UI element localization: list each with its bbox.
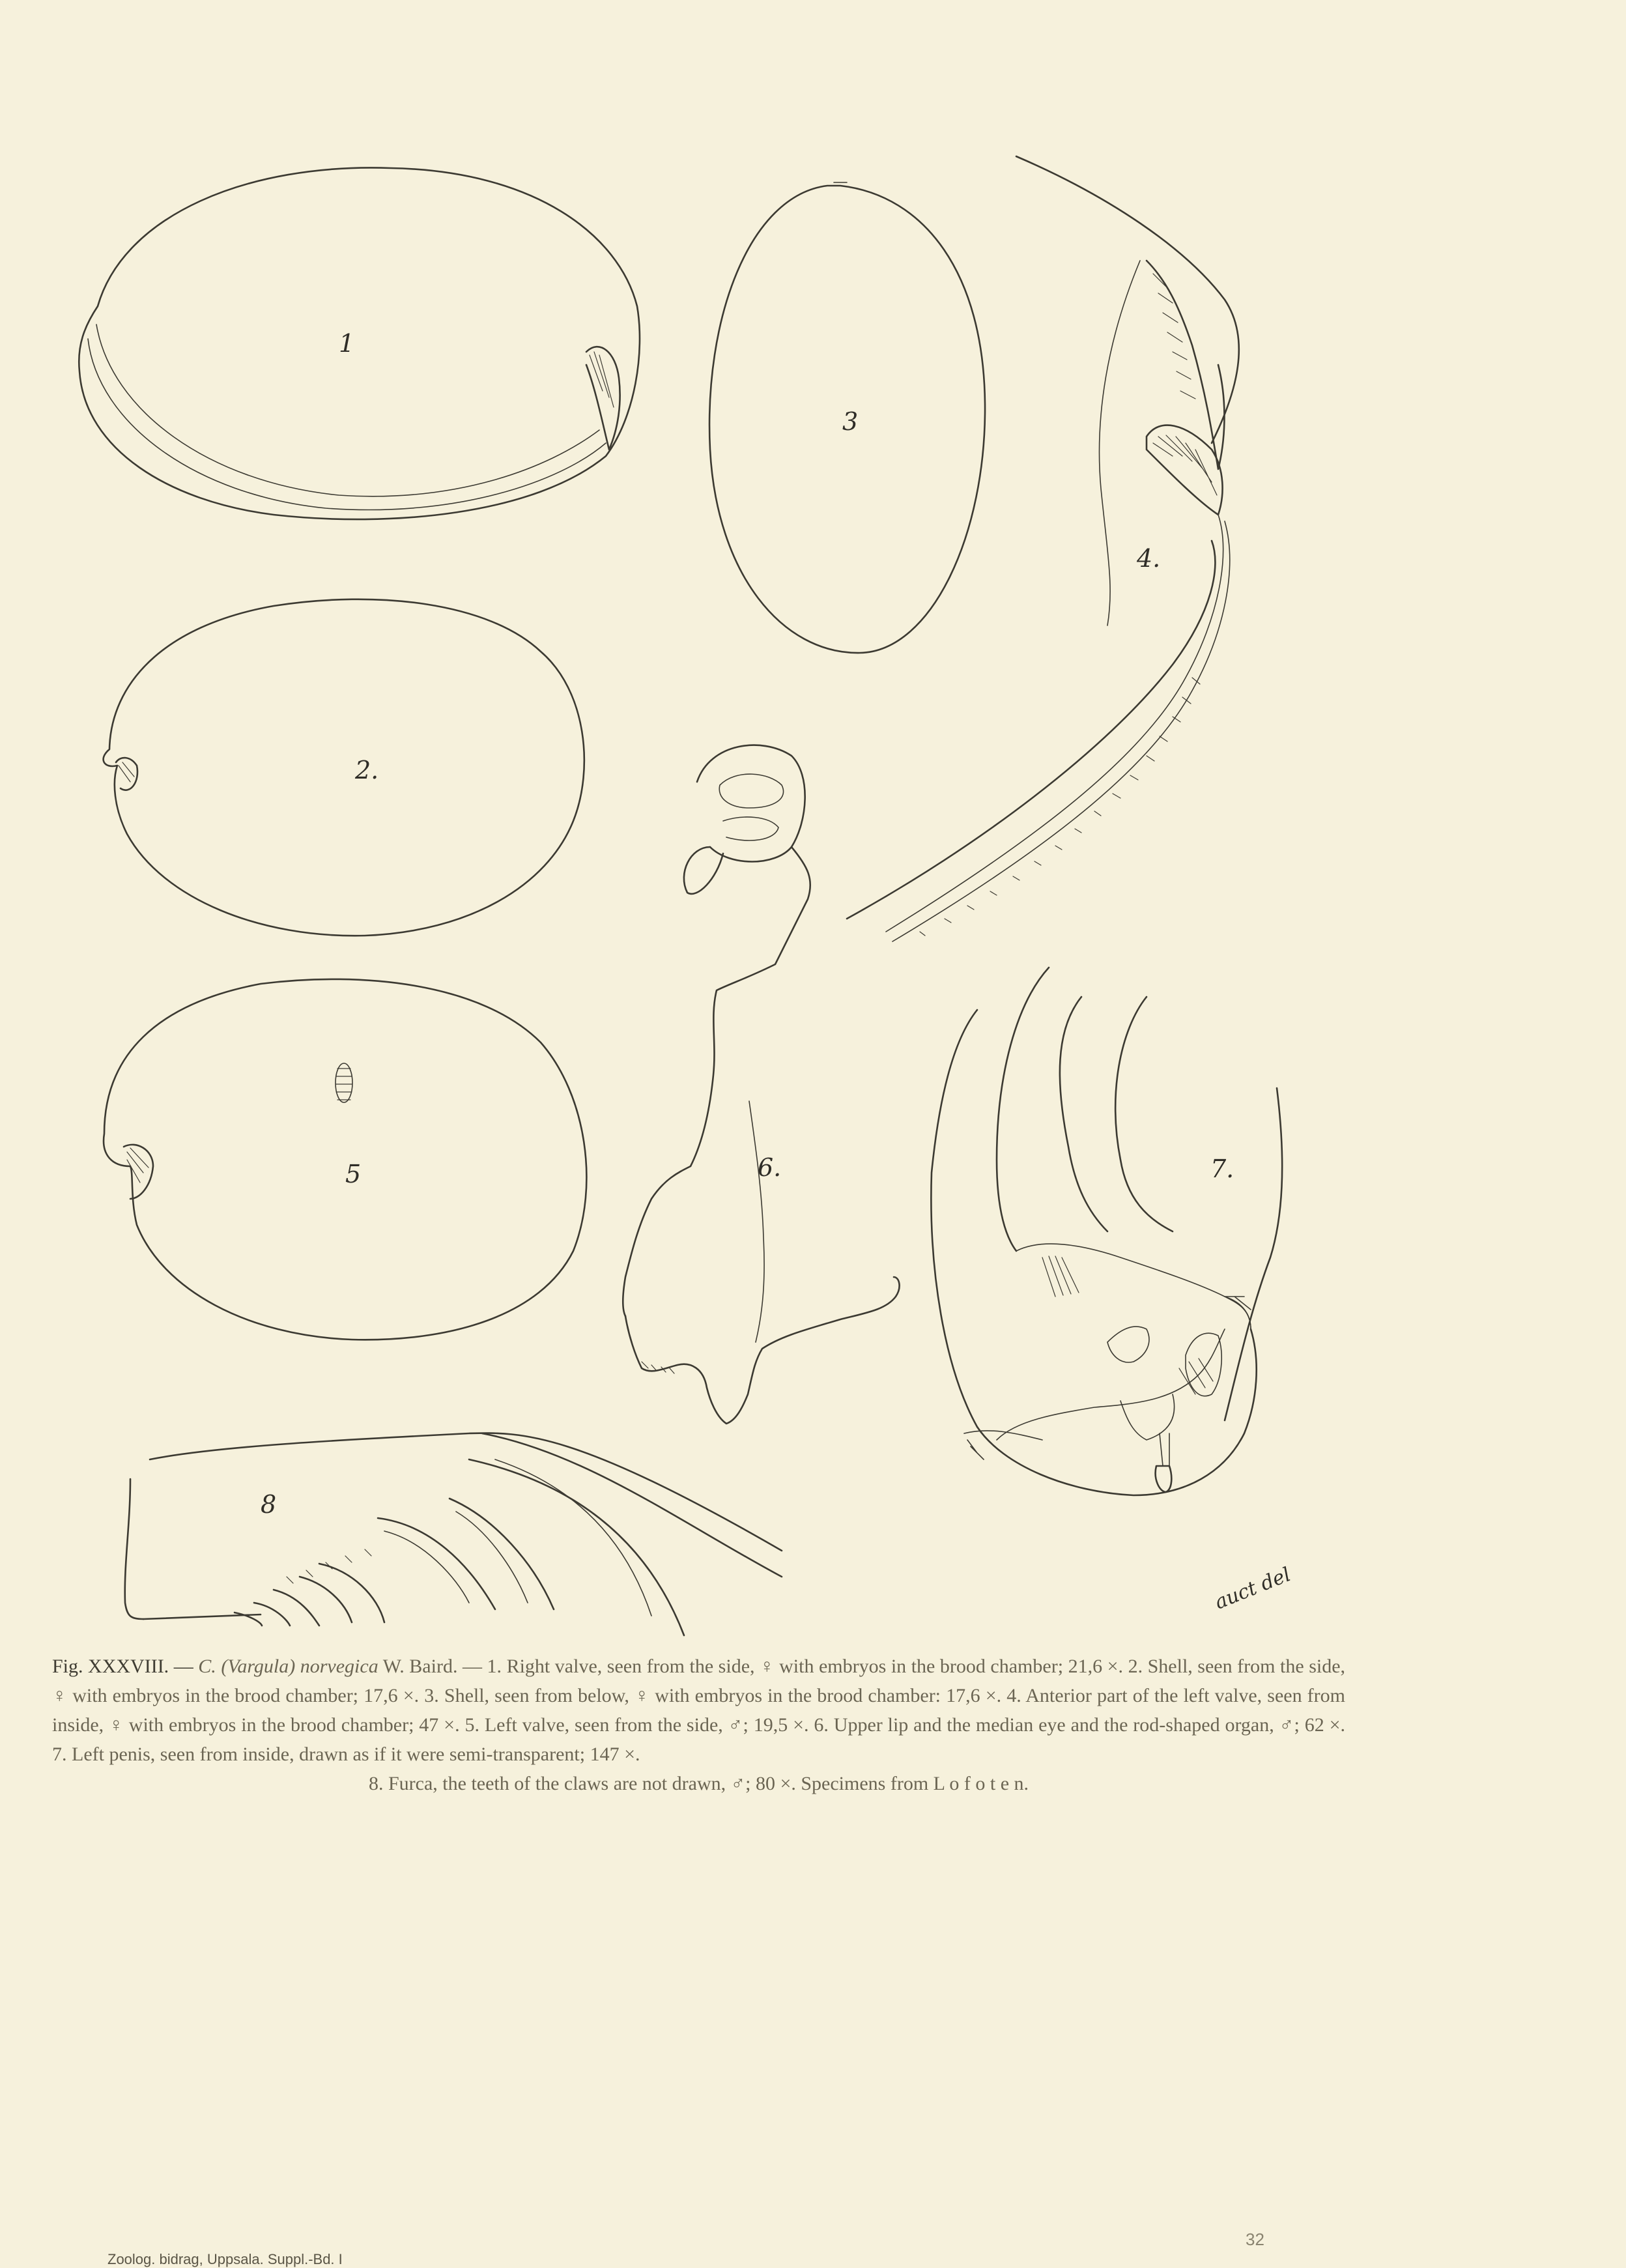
figure-5-number: 5 xyxy=(345,1160,362,1188)
figure-8-furca xyxy=(125,1433,782,1635)
figure-3-shell-below xyxy=(709,182,985,653)
caption-species: C. (Vargula) norvegica xyxy=(198,1656,378,1677)
figure-1-number: 1 xyxy=(339,329,355,358)
figure-2-number: 2. xyxy=(355,756,379,784)
figure-1-right-valve xyxy=(79,167,640,519)
caption-fig-label: Fig. XXXVIII. — xyxy=(52,1656,193,1677)
figure-caption xyxy=(52,1652,1345,1798)
figure-2-shell-side xyxy=(104,599,584,936)
artist-signature: auct del xyxy=(1211,1563,1294,1615)
figure-7-left-penis xyxy=(931,968,1294,1614)
caption-text: 1. Right valve, seen from the side, ♀ with embryos in the brood chamber; 21,6 ×. 2. Shell, seen from the side, ♀ with embryos in the brood chamber; 17,6 ×. 3. Shell, seen from below, ♀ with embryos in the brood chamber: 17,6 ×. 4. Anterior part of the left valve, seen from inside, ♀ with embryos in the brood chamber; 47 ×. 5. Left valve, seen from the side, ♂; 19,5 ×. 6. Upper lip and the median eye and the rod-shaped organ, ♂; 62 ×. 7. Left penis, seen from inside, drawn as if it were semi-transparent; 147 ×. xyxy=(52,1656,1346,1765)
figure-5-left-valve xyxy=(104,979,586,1340)
caption-author: W. Baird. — xyxy=(382,1656,482,1677)
figure-6-upper-lip xyxy=(623,745,899,1424)
journal-footer: Zoolog. bidrag, Uppsala. Suppl.-Bd. I xyxy=(107,2251,343,2267)
figure-6-number: 6. xyxy=(758,1153,782,1182)
figure-3-number: 3 xyxy=(842,407,859,436)
figure-4-number: 4. xyxy=(1137,544,1161,573)
figure-7-number: 7. xyxy=(1210,1155,1234,1183)
figure-4-anterior-valve xyxy=(847,156,1239,941)
page-number: 32 xyxy=(1246,2230,1264,2249)
figure-8-number: 8 xyxy=(261,1490,277,1519)
caption-last-line: 8. Furca, the teeth of the claws are not drawn, ♂; 80 ×. Specimens from L o f o t e n. xyxy=(368,1773,1029,1794)
